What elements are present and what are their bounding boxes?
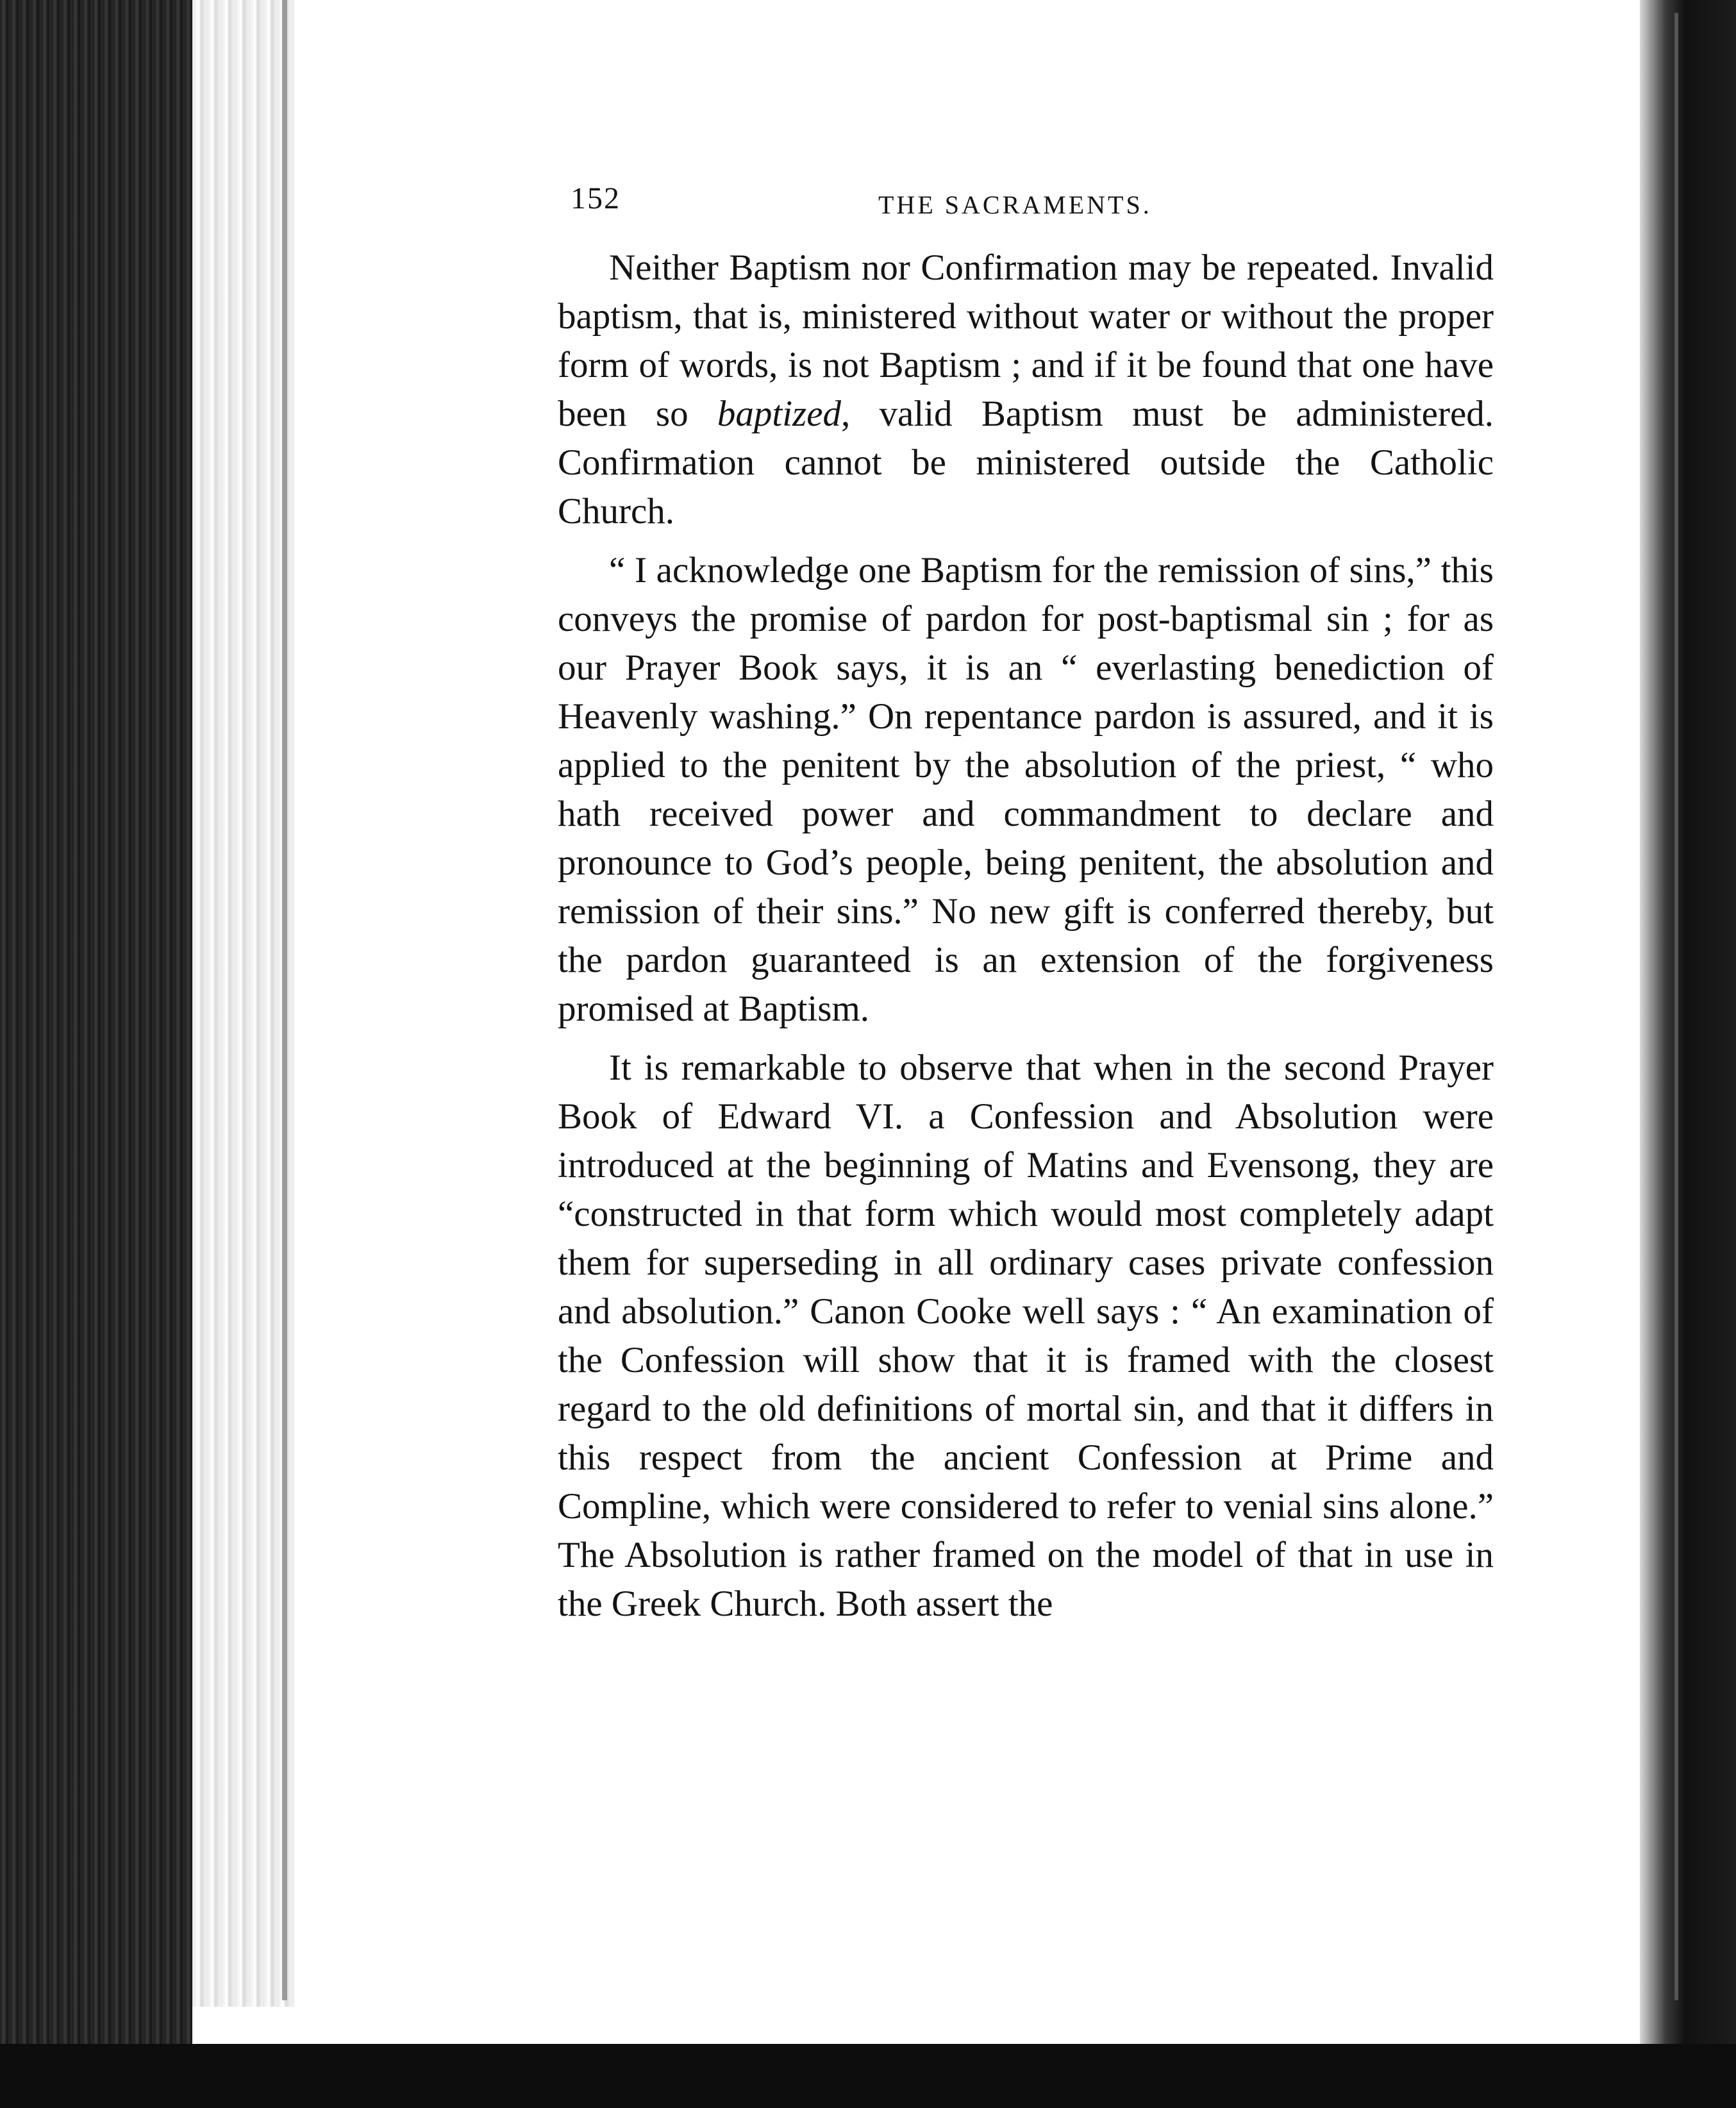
- paragraph-1: [558, 244, 1494, 536]
- left-page-edges: [0, 0, 192, 2052]
- bottom-dark-band: [0, 2044, 1736, 2108]
- left-page-stack: [192, 0, 295, 2007]
- body-text: [532, 244, 1494, 1628]
- paragraph-3-text: It is remarkable to observe that when in the second Prayer Book of Edward VI. a Confession and Absolution were introduced at the beginning of Matins and Evensong, they are “constructed in that form which would most completely adapt them for superseding in all ordinary cases private confession and absolution.” Canon Cooke well says : “ An examination of the Confession will show that it is framed with the closest regard to the old definitions of mortal sin, and that it differs in this respect from the ancient Confession at Prime and Compline, which were considered to refer to venial sins alone.” The Absolution is rather framed on the model of that in use in the Greek Church. Both assert the: [558, 1048, 1494, 1624]
- running-head: [532, 173, 1506, 244]
- left-page-border: [282, 0, 287, 2000]
- running-title: THE SACRAMENTS.: [878, 190, 1152, 219]
- paragraph-1-text-a: Neither Baptism nor Confirmation may be repeated. Invalid baptism, that is, ministered without water or without the proper form of words, is not Baptism ; and if it be found that one have been so: [558, 247, 1494, 434]
- paragraph-3: [558, 1044, 1494, 1628]
- book-page: [532, 173, 1506, 1814]
- paragraph-2: [558, 546, 1494, 1033]
- paragraph-2-text: “ I acknowledge one Baptism for the remission of sins,” this conveys the promise of pardon for post-baptismal sin ; for as our Prayer Book says, it is an “ everlasting benediction of Heavenly washing.” On repentance pardon is assured, and it is applied to the penitent by the absolution of the priest, “ who hath received power and commandment to declare and pronounce to God’s people, being penitent, the absolution and remission of their sins.” No new gift is conferred thereby, but the pardon guaranteed is an extension of the forgiveness promised at Baptism.: [558, 550, 1494, 1029]
- page-number: 152: [571, 181, 621, 215]
- paragraph-1-italic-word: baptized: [717, 394, 842, 434]
- paragraph-1-text-b: , valid Baptism must be administered. Confirmation cannot be ministered outside the Catholic Church.: [558, 394, 1494, 531]
- right-page-edge: [1640, 0, 1736, 2052]
- right-binding-line: [1674, 13, 1678, 2000]
